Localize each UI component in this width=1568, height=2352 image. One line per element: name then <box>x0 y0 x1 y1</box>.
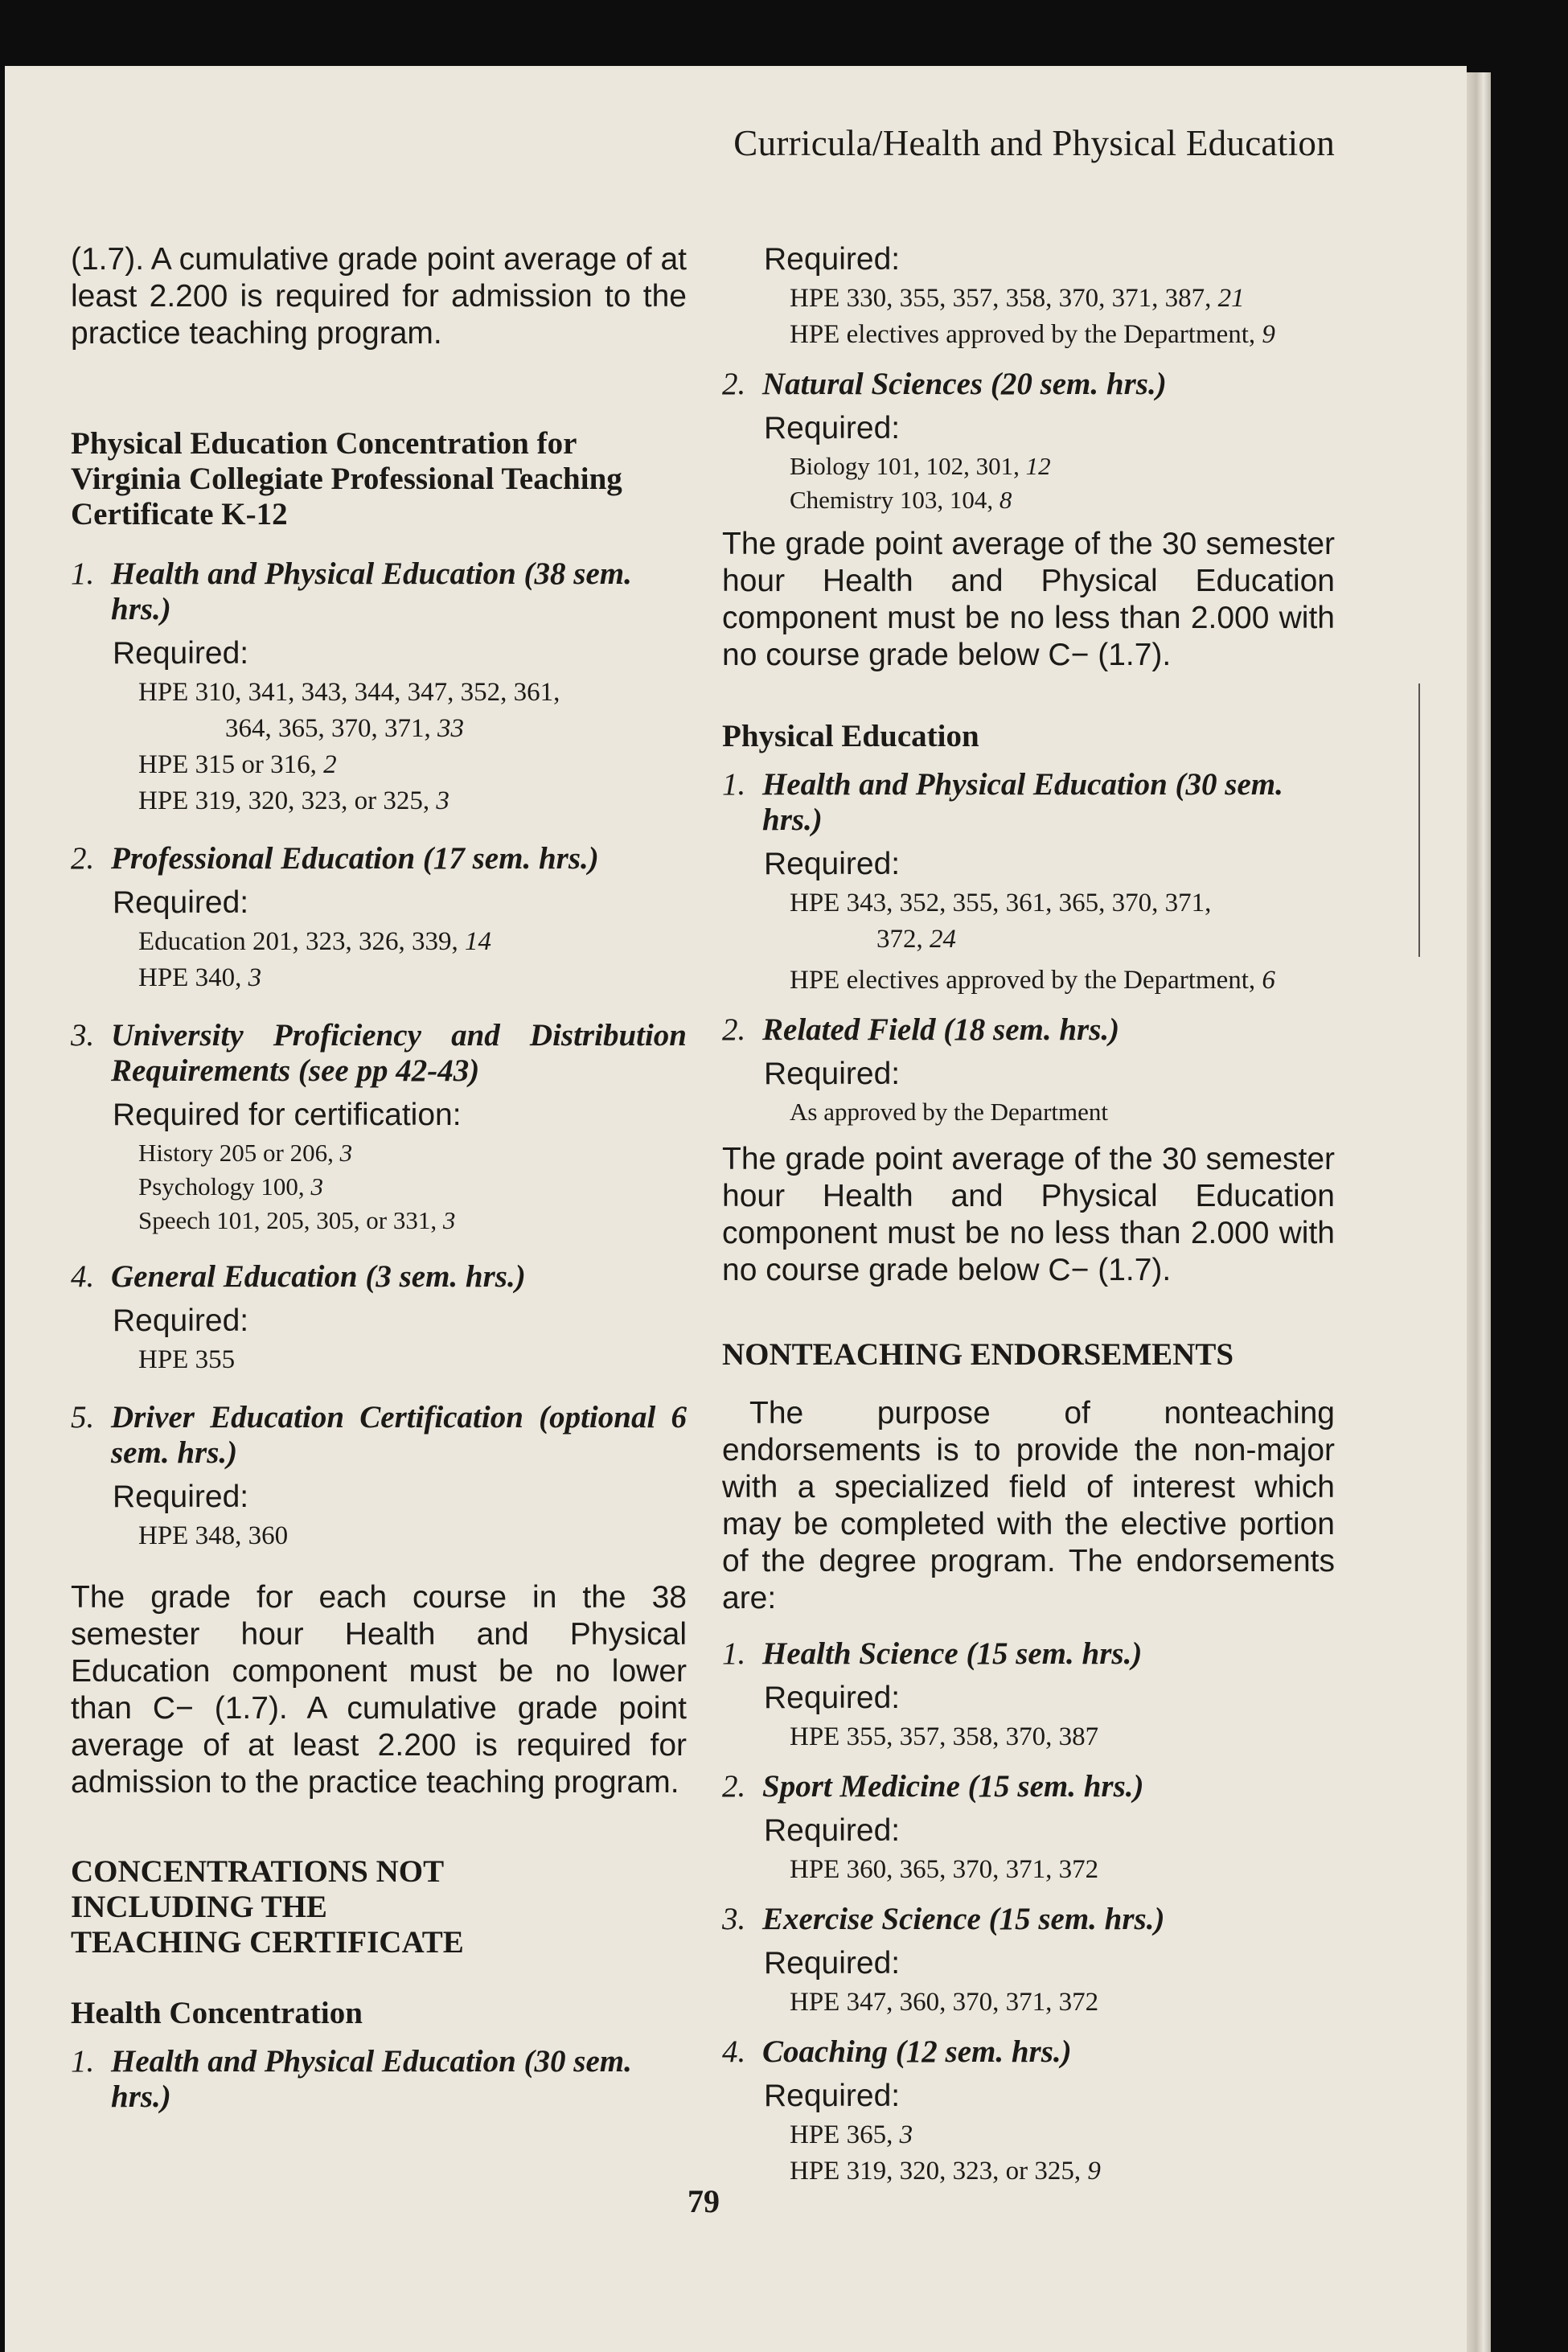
list-item <box>722 1012 1335 1127</box>
course-line: HPE 319, 320, 323, or 325, 3 <box>138 786 449 815</box>
course-line: HPE 343, 352, 355, 361, 365, 370, 371, <box>790 889 1212 917</box>
item-number: 2. <box>722 1012 746 1047</box>
course-line: 372, 24 <box>876 925 956 954</box>
course-line: History 205 or 206, 3 <box>138 1139 353 1167</box>
list-item <box>71 1400 687 1552</box>
margin-rule <box>1418 683 1420 957</box>
left-column <box>71 241 687 2115</box>
course-line: HPE 319, 320, 323, or 325, 9 <box>790 2157 1101 2186</box>
course-line: HPE electives approved by the Department, 9 <box>790 320 1275 349</box>
item-title: Health Science (15 sem. hrs.) <box>762 1636 1143 1671</box>
item-number: 3. <box>71 1018 95 1053</box>
course-line: Chemistry 103, 104, 8 <box>790 486 1012 514</box>
course-line: Speech 101, 205, 305, or 331, 3 <box>138 1206 456 1234</box>
item-title: Natural Sciences (20 sem. hrs.) <box>762 367 1167 401</box>
course-line: HPE 340, 3 <box>138 963 262 992</box>
right-column <box>722 241 1335 2187</box>
health-footer-paragraph: The grade point average of the 30 semester hour Health and Physical Education component must be no less than 2.000 with no course grade below C− (1.7). <box>722 527 1335 672</box>
course-line: HPE 315 or 316, 2 <box>138 750 337 779</box>
list-item <box>722 767 1335 996</box>
course-line: Biology 101, 102, 301, 12 <box>790 452 1051 480</box>
item-title: University Proficiency and Distribution Requirements (see pp 42-43) <box>111 1018 687 1088</box>
required-label: Required: <box>764 1057 901 1091</box>
endorsements-heading: NONTEACHING ENDORSEMENTS <box>722 1337 1234 1372</box>
page-edge <box>1467 72 1491 2352</box>
item-title: General Education (3 sem. hrs.) <box>111 1259 526 1294</box>
item-number: 1. <box>71 556 95 591</box>
required-label: Required: <box>764 1946 901 1981</box>
item-number: 5. <box>71 1400 95 1435</box>
item-number: 4. <box>71 1259 95 1294</box>
course-line: HPE 310, 341, 343, 344, 347, 352, 361, <box>138 678 560 707</box>
item-title: Sport Medicine (15 sem. hrs.) <box>762 1769 1144 1804</box>
required-label: Required: <box>764 1681 901 1715</box>
list-item <box>722 367 1335 515</box>
course-line: HPE 347, 360, 370, 371, 372 <box>790 1988 1099 2017</box>
item-title: Health and Physical Education (30 sem. hrs.) <box>111 2044 632 2114</box>
item-title: Driver Education Certification (optional 6 sem. hrs.) <box>111 1400 687 1470</box>
item-number: 1. <box>722 1636 746 1671</box>
list-item <box>722 1636 1335 1753</box>
list-item <box>722 2034 1335 2187</box>
required-label: Required: <box>764 1813 901 1848</box>
course-line: HPE 355 <box>138 1345 236 1374</box>
item-number: 2. <box>722 1769 746 1804</box>
course-line: HPE 365, 3 <box>790 2120 913 2149</box>
intro-paragraph: (1.7). A cumulative grade point average of at least 2.200 is required for admission to the practice teaching program. <box>71 242 687 351</box>
item-number: 3. <box>722 1902 746 1936</box>
item-title: Health and Physical Education (38 sem. hrs.) <box>111 556 632 626</box>
item-number: 1. <box>71 2044 95 2079</box>
list-item <box>71 1259 687 1376</box>
item-title: Health and Physical Education (30 sem. hrs.) <box>762 767 1283 837</box>
required-label: Required for certification: <box>113 1098 462 1132</box>
list-item <box>722 1769 1335 1886</box>
required-label: Required: <box>113 1480 249 1514</box>
course-line: HPE 355, 357, 358, 370, 387 <box>790 1722 1099 1751</box>
item-title: Exercise Science (15 sem. hrs.) <box>762 1902 1165 1936</box>
required-label: Required: <box>113 885 249 920</box>
item-number: 1. <box>722 767 746 802</box>
item-title: Related Field (18 sem. hrs.) <box>762 1012 1120 1047</box>
course-line: As approved by the Department <box>790 1098 1108 1126</box>
pe-footer-paragraph: The grade point average of the 30 semester hour Health and Physical Education component must be no less than 2.000 with no course grade below C− (1.7). <box>722 1142 1335 1287</box>
course-line: HPE electives approved by the Department, 6 <box>790 966 1275 995</box>
running-header: Curricula/Health and Physical Education <box>733 123 1335 163</box>
course-line: Psychology 100, 3 <box>138 1172 323 1201</box>
required-label: Required: <box>764 847 901 881</box>
k12-heading: Physical Education Concentration for Virginia Collegiate Professional Teaching Certificate K-12 <box>71 426 622 532</box>
required-label: Required: <box>113 1303 249 1338</box>
page-number: 79 <box>688 2183 720 2219</box>
course-line: 364, 365, 370, 371, 33 <box>225 714 464 743</box>
required-label: Required: <box>764 411 901 445</box>
concentrations-heading: CONCENTRATIONS NOT INCLUDING THE TEACHING CERTIFICATE <box>71 1854 464 1960</box>
required-label: Required: <box>764 242 901 277</box>
physical-education-heading: Physical Education <box>722 719 979 753</box>
list-item <box>71 556 687 817</box>
course-line: Education 201, 323, 326, 339, 14 <box>138 927 492 956</box>
item-number: 2. <box>71 841 95 876</box>
list-item <box>71 2044 687 2115</box>
item-title: Professional Education (17 sem. hrs.) <box>111 841 599 876</box>
list-item <box>71 1018 687 1235</box>
k12-footer-paragraph: The grade for each course in the 38 semester hour Health and Physical Education component must be no lower than C− (1.7). A cumulative grade point average of at least 2.200 is required for admission to the practice teaching program. <box>71 1580 687 1800</box>
item-title: Coaching (12 sem. hrs.) <box>762 2034 1072 2069</box>
list-item <box>71 841 687 994</box>
course-line: HPE 360, 365, 370, 371, 372 <box>790 1855 1099 1884</box>
required-label: Required: <box>764 2079 901 2113</box>
item-number: 2. <box>722 367 746 401</box>
endorsements-intro: The purpose of nonteaching endorsements is to provide the non-major with a specialized field of interest which may be completed with the elective portion of the degree program. The endorsements are: <box>722 1396 1335 1615</box>
health-concentration-heading: Health Concentration <box>71 1996 363 2030</box>
list-item-continued <box>722 241 1335 351</box>
course-line: HPE 348, 360 <box>138 1521 289 1550</box>
course-line: HPE 330, 355, 357, 358, 370, 371, 387, 21 <box>790 284 1245 313</box>
item-number: 4. <box>722 2034 746 2069</box>
required-label: Required: <box>113 636 249 671</box>
list-item <box>722 1902 1335 2018</box>
